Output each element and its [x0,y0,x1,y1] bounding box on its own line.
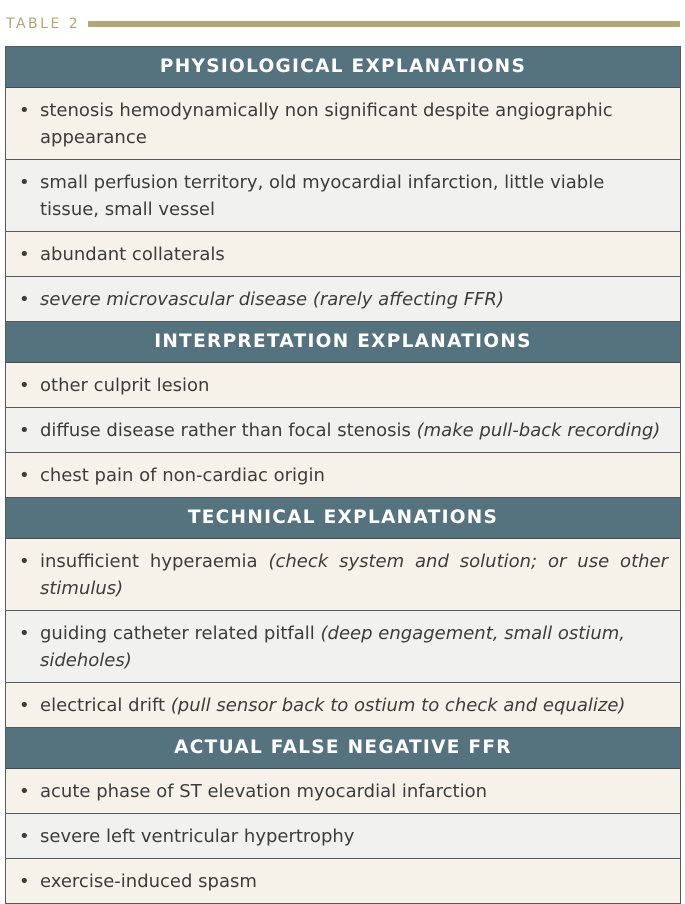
table-row [6,814,680,859]
table-row [6,408,680,453]
row-text: other culprit lesion [40,375,210,396]
row-text: chest pain of non-cardiac origin [40,465,325,486]
row-note: (make pull-back recording) [416,420,661,441]
table-label: TABLE 2 [6,16,81,32]
row-note: severe microvascular disease (rarely affecting FFR) [40,289,504,310]
row-text: severe left ventricular hypertrophy [40,826,355,847]
table-row [6,453,680,498]
row-text: diffuse disease rather than focal stenosis [40,420,417,441]
table-row [6,611,680,683]
bullet-icon: • [19,871,30,892]
table-row [6,769,680,814]
explanations-table [5,46,681,904]
table-row [6,539,680,611]
bullet-icon: • [19,375,30,396]
row-text: electrical drift [40,695,171,716]
table-row [6,160,680,232]
bullet-icon: • [19,695,30,716]
section-header-interpretation: INTERPRETATION EXPLANATIONS [6,322,680,363]
table-row [6,232,680,277]
table-label-rule [88,21,680,27]
table-row [6,363,680,408]
row-text: exercise-induced spasm [40,871,257,892]
row-text: stenosis hemodynamically non significant despite angiographic appearance [40,100,613,148]
row-text: acute phase of ST elevation myocardial infarction [40,781,488,802]
table-row [6,88,680,160]
bullet-icon: • [19,420,30,441]
row-text: guiding catheter related pitfall [40,623,321,644]
bullet-icon: • [19,781,30,802]
row-note: (deep engagement, small ostium, sideholes) [40,623,625,671]
table-row [6,277,680,322]
row-text: small perfusion territory, old myocardial infarction, little viable tissue, small vessel [40,172,605,220]
section-header-actual-false-negative: ACTUAL FALSE NEGATIVE FFR [6,728,680,769]
row-note: (check system and solution; or use other stimulus) [40,551,669,599]
section-header-technical: TECHNICAL EXPLANATIONS [6,498,680,539]
bullet-icon: • [19,172,30,193]
table-label-row [6,14,680,34]
bullet-icon: • [19,465,30,486]
bullet-icon: • [19,289,30,310]
row-text: abundant collaterals [40,244,225,265]
section-header-physiological: PHYSIOLOGICAL EXPLANATIONS [6,47,680,88]
bullet-icon: • [19,826,30,847]
bullet-icon: • [19,100,30,121]
table-row [6,683,680,728]
bullet-icon: • [19,623,30,644]
bullet-icon: • [19,551,30,572]
bullet-icon: • [19,244,30,265]
row-text: insufficient hyperaemia [40,551,269,572]
table-row [6,859,680,904]
row-note: (pull sensor back to ostium to check and equalize) [170,695,626,716]
